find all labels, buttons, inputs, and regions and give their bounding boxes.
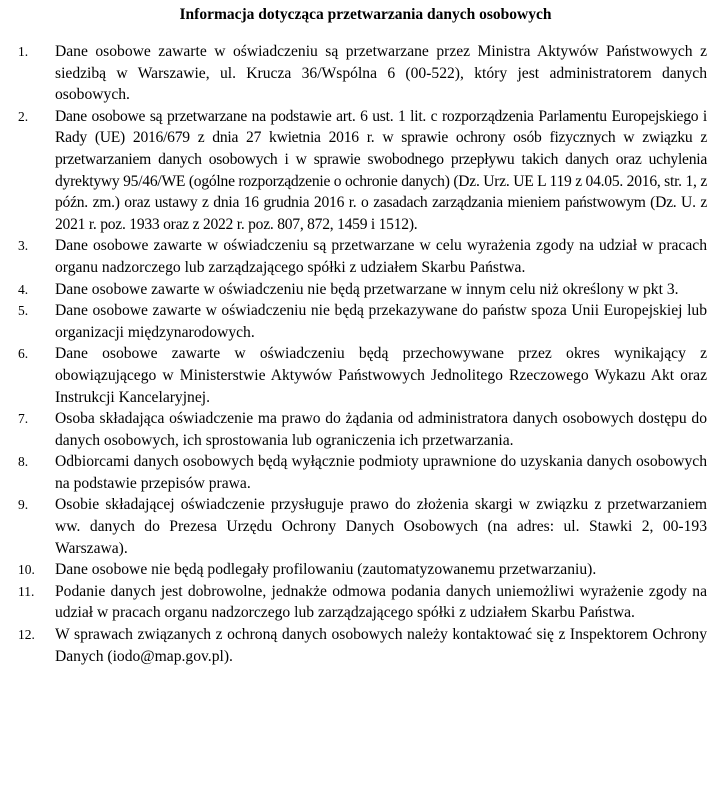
- list-item: [18, 300, 707, 343]
- list-item: [18, 106, 707, 236]
- numbered-list: [18, 41, 707, 667]
- list-item: [18, 559, 707, 581]
- item-number: 2.: [18, 108, 29, 124]
- item-text: Osobie składającej oświadczenie przysługuje prawo do złożenia skargi w związku z przetwarzaniem ww. danych do Prezesa Urzędu Ochrony Danych Osobowych (na adres: ul. Stawki 2, 00-193 Warszawa).: [55, 496, 707, 557]
- list-item: [18, 581, 707, 624]
- list-item: [18, 408, 707, 451]
- list-item: [18, 279, 707, 301]
- item-text: W sprawach związanych z ochroną danych osobowych należy kontaktować się z Inspektorem Ochrony Danych (iodo@map.gov.pl).: [55, 626, 707, 665]
- item-text: Dane osobowe są przetwarzane na podstawie art. 6 ust. 1 lit. c rozporządzenia Parlamentu Europejskiego i Rady (UE) 2016/679 z dnia 27 kwietnia 2016 r. w sprawie ochrony osób fizycznych w związku z przetwarzaniem danych osobowych i w sprawie swobodnego przepływu takich danych oraz uchylenia dyrektywy 95/46/WE (ogólne rozporządzenie o ochronie danych) (Dz. Urz. UE L 119 z 04.05. 2016, str. 1, z późn. zm.) oraz ustawy z dnia 16 grudnia 2016 r. o zasadach zarządzania mieniem państwowym (Dz. U. z 2021 r. poz. 1933 oraz z 2022 r. poz. 807, 872, 1459 i 1512).: [55, 107, 707, 233]
- list-item: [18, 343, 707, 408]
- document-title: Informacja dotycząca przetwarzania danych osobowych: [179, 6, 552, 23]
- item-number: 5.: [18, 303, 29, 319]
- item-text: Dane osobowe zawarte w oświadczeniu są przetwarzane przez Ministra Aktywów Państwowych z siedzibą w Warszawie, ul. Krucza 36/Wspólna 6 (00-522), który jest administratorem danych osobowych.: [55, 43, 707, 104]
- item-text: Podanie danych jest dobrowolne, jednakże odmowa podania danych uniemożliwi wyrażenie zgody na udział w pracach organu nadzorczego lub zarządzającego spółki z udziałem Skarbu Państwa.: [55, 582, 707, 622]
- list-item: [18, 41, 707, 106]
- item-number: 3.: [18, 238, 29, 254]
- item-number: 6.: [18, 346, 29, 362]
- item-text: Dane osobowe zawarte w oświadczeniu nie będą przekazywane do państw spoza Unii Europejskiej lub organizacji międzynarodowych.: [55, 302, 707, 341]
- item-number: 9.: [18, 497, 29, 513]
- list-item: [18, 235, 707, 278]
- item-number: 12.: [18, 627, 35, 643]
- item-number: 11.: [18, 583, 35, 599]
- list-item: [18, 494, 707, 559]
- item-number: 1.: [18, 44, 29, 59]
- item-number: 4.: [18, 281, 29, 297]
- item-text: Dane osobowe zawarte w oświadczeniu będą przechowywane przez okres wynikający z obowiązującego w Ministerstwie Aktywów Państwowych Jednolitego Rzeczowego Wykazu Akt oraz Instrukcji Kancelaryjnej.: [55, 345, 707, 406]
- list-item: [18, 451, 707, 494]
- item-text: Dane osobowe zawarte w oświadczeniu są przetwarzane w celu wyrażenia zgody na udział w pracach organu nadzorczego lub zarządzającego spółki z udziałem Skarbu Państwa.: [55, 237, 707, 276]
- list-item: [18, 624, 707, 667]
- item-number: 8.: [18, 454, 29, 470]
- item-number: 7.: [18, 411, 29, 427]
- item-text: Odbiorcami danych osobowych będą wyłącznie podmioty uprawnione do uzyskania danych osobowych na podstawie przepisów prawa.: [55, 453, 707, 492]
- item-text: Dane osobowe nie będą podlegały profilowaniu (zautomatyzowanemu przetwarzaniu).: [55, 561, 597, 579]
- item-text: Dane osobowe zawarte w oświadczeniu nie będą przetwarzane w innym celu niż określony w pkt 3.: [55, 280, 679, 298]
- item-text: Osoba składająca oświadczenie ma prawo do żądania od administratora danych osobowych dostępu do danych osobowych, ich sprostowania lub ograniczenia ich przetwarzania.: [55, 410, 707, 449]
- item-number: 10.: [18, 562, 35, 578]
